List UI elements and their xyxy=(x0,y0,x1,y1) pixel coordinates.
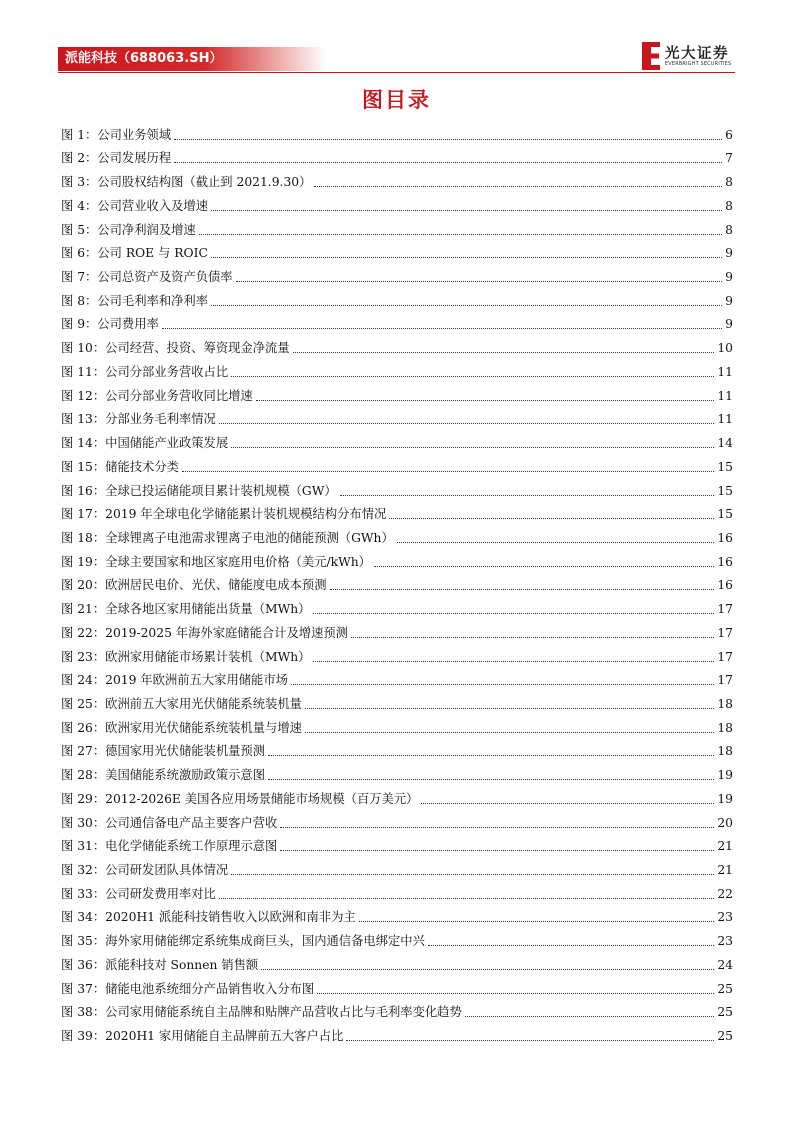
dot-leader xyxy=(268,779,714,780)
toc-entry[interactable] xyxy=(61,854,733,878)
toc-entry[interactable] xyxy=(61,285,733,309)
figure-title: 公司通信备电产品主要客户营收 xyxy=(105,815,278,830)
dot-leader xyxy=(293,352,715,353)
page-number: 11 xyxy=(717,364,733,379)
page-number: 17 xyxy=(717,625,733,640)
page-number: 17 xyxy=(717,673,733,688)
figure-number: 图 13： xyxy=(61,412,106,427)
dot-leader xyxy=(199,234,722,235)
dot-leader xyxy=(236,281,723,282)
figure-title: 公司毛利率和净利率 xyxy=(97,293,209,308)
figure-title: 2012-2026E 美国各应用场景储能市场规模（百万美元） xyxy=(105,791,419,806)
figure-number: 图 35： xyxy=(61,934,106,949)
toc-entry[interactable] xyxy=(61,593,733,617)
toc-entry[interactable] xyxy=(61,143,733,167)
page-number: 9 xyxy=(725,270,733,285)
figure-title: 公司总资产及资产负债率 xyxy=(97,270,233,285)
toc-entry[interactable] xyxy=(61,925,733,949)
figure-number: 图 31： xyxy=(61,839,106,854)
page-number: 9 xyxy=(725,293,733,308)
page-number: 23 xyxy=(717,934,733,949)
page-number: 16 xyxy=(717,578,733,593)
figure-number: 图 5： xyxy=(61,222,98,237)
page-number: 23 xyxy=(717,910,733,925)
dot-leader xyxy=(428,945,714,946)
figure-number: 图 32： xyxy=(61,863,106,877)
figure-number: 图 20： xyxy=(61,578,106,593)
toc-entry[interactable] xyxy=(61,997,733,1021)
page-title: 图目录 xyxy=(362,88,431,112)
figure-title: 全球主要国家和地区家庭用电价格（美元/kWh） xyxy=(105,554,371,569)
figure-title: 公司研发团队具体情况 xyxy=(105,863,229,877)
figure-number: 图 15： xyxy=(61,459,106,474)
toc-entry[interactable] xyxy=(61,309,733,333)
page-number: 17 xyxy=(717,649,733,664)
figure-title: 欧洲家用储能市场累计装机（MWh） xyxy=(105,649,311,664)
toc-entry[interactable] xyxy=(61,665,733,689)
report-header-tag xyxy=(58,47,326,71)
toc-entry[interactable] xyxy=(61,736,733,760)
figure-number: 图 11： xyxy=(61,364,106,379)
dot-leader xyxy=(305,708,714,709)
figure-title: 公司业务领域 xyxy=(97,127,172,142)
toc-entry[interactable] xyxy=(61,214,733,238)
toc-entry[interactable] xyxy=(61,831,733,855)
figure-number: 图 3： xyxy=(61,175,98,190)
page-number: 6 xyxy=(725,127,733,142)
dot-leader xyxy=(291,684,714,685)
page-number: 8 xyxy=(725,198,733,213)
page-number: 9 xyxy=(725,317,733,332)
figure-number: 图 26： xyxy=(61,720,106,735)
dot-leader xyxy=(231,447,714,448)
figure-number: 图 23： xyxy=(61,649,106,664)
toc-entry[interactable] xyxy=(61,332,733,356)
figure-title: 分部业务毛利率情况 xyxy=(105,412,216,427)
page-number: 14 xyxy=(717,436,733,451)
figure-title: 储能技术分类 xyxy=(105,459,179,474)
toc-entry[interactable] xyxy=(61,783,733,807)
figure-number: 图 30： xyxy=(61,815,106,830)
toc-entry[interactable] xyxy=(61,759,733,783)
toc-entry[interactable] xyxy=(61,807,733,831)
dot-leader xyxy=(256,400,715,401)
figure-number: 图 33： xyxy=(61,886,106,901)
dot-leader xyxy=(219,898,715,899)
figure-number: 图 7： xyxy=(61,270,98,285)
dot-leader xyxy=(421,803,714,804)
page-number: 16 xyxy=(717,530,733,545)
figure-title: 公司净利润及增速 xyxy=(97,222,196,237)
figure-number: 图 19： xyxy=(61,554,106,569)
page-number: 22 xyxy=(717,886,733,901)
figure-number: 图 24： xyxy=(61,673,106,688)
page-number: 21 xyxy=(717,863,733,877)
page-number: 11 xyxy=(717,412,733,427)
toc-entry[interactable] xyxy=(61,190,733,214)
figure-number: 图 25： xyxy=(61,696,106,711)
figure-title: 公司营业收入及增速 xyxy=(97,198,209,213)
toc-entry[interactable] xyxy=(61,427,733,451)
figure-title: 公司经营、投资、筹资现金净流量 xyxy=(105,341,290,356)
dot-leader xyxy=(211,210,722,211)
figure-title: 2019 年全球电化学储能累计装机规模结构分布情况 xyxy=(105,507,387,522)
figure-number: 图 4： xyxy=(61,198,98,213)
dot-leader xyxy=(305,732,714,733)
figure-title: 公司发展历程 xyxy=(97,151,172,166)
toc-entry[interactable] xyxy=(61,1020,733,1044)
figure-title: 美国储能系统激励政策示意图 xyxy=(105,768,266,783)
figure-title: 全球锂离子电池需求锂离子电池的储能预测（GWh） xyxy=(105,530,394,545)
figure-number: 图 10： xyxy=(61,341,106,356)
toc-entry[interactable] xyxy=(61,451,733,475)
figure-title: 欧洲居民电价、光伏、储能度电成本预测 xyxy=(105,578,327,593)
toc-entry[interactable] xyxy=(61,712,733,736)
brand-name-cn: 光大证券 xyxy=(665,46,729,62)
page-number: 18 xyxy=(717,696,733,711)
page-number: 18 xyxy=(717,720,733,735)
dot-leader xyxy=(389,518,714,519)
figure-number: 图 36： xyxy=(61,957,106,972)
toc-entry[interactable] xyxy=(61,499,733,523)
figure-title: 2020H1 派能科技销售收入以欧洲和南非为主 xyxy=(105,910,356,925)
figure-title: 公司研发费用率对比 xyxy=(105,886,216,901)
figure-number: 图 27： xyxy=(61,744,106,759)
dot-leader xyxy=(465,1016,715,1017)
toc-entry[interactable] xyxy=(61,878,733,902)
toc-entry[interactable] xyxy=(61,688,733,712)
dot-leader xyxy=(174,162,722,163)
toc-entry[interactable] xyxy=(61,522,733,546)
dot-leader xyxy=(314,186,722,187)
page-number: 25 xyxy=(717,981,733,996)
figure-title: 公司 ROE 与 ROIC xyxy=(97,246,208,261)
dot-leader xyxy=(351,637,714,638)
figure-title: 派能科技对 Sonnen 销售额 xyxy=(105,957,259,972)
dot-leader xyxy=(359,921,715,922)
toc-entry[interactable] xyxy=(61,166,733,190)
figure-title: 公司分部业务营收同比增速 xyxy=(105,388,253,403)
page-number: 20 xyxy=(717,815,733,830)
figure-number: 图 2： xyxy=(61,151,98,166)
page-number: 19 xyxy=(717,791,733,806)
figure-number: 图 28： xyxy=(61,768,106,783)
dot-leader xyxy=(231,376,714,377)
dot-leader xyxy=(174,139,722,140)
figure-number: 图 8： xyxy=(61,293,98,308)
dot-leader xyxy=(261,969,714,970)
figure-number: 图 9： xyxy=(61,317,98,332)
figure-number: 图 16： xyxy=(61,483,106,498)
dot-leader xyxy=(317,993,714,994)
figure-title: 2020H1 家用储能自主品牌前五大客户占比 xyxy=(105,1029,344,1044)
figure-title: 海外家用储能绑定系统集成商巨头，国内通信备电绑定中兴 xyxy=(105,934,425,949)
figure-number: 图 29： xyxy=(61,791,106,806)
page-number: 17 xyxy=(717,602,733,617)
page-number: 18 xyxy=(717,744,733,759)
figure-title: 公司股权结构图（截止到 2021.9.30） xyxy=(97,175,312,190)
dot-leader xyxy=(330,589,715,590)
page-number: 15 xyxy=(717,483,733,498)
dot-leader xyxy=(280,827,714,828)
dot-leader xyxy=(313,661,714,662)
toc-entry[interactable] xyxy=(61,261,733,285)
dot-leader xyxy=(268,755,714,756)
toc-entry[interactable] xyxy=(61,119,733,143)
toc-entry[interactable] xyxy=(61,617,733,641)
figure-title: 公司分部业务营收占比 xyxy=(105,364,229,379)
toc-entry[interactable] xyxy=(61,546,733,570)
toc-entry[interactable] xyxy=(61,238,733,262)
everbright-logo-icon xyxy=(640,42,662,70)
dot-leader xyxy=(280,850,714,851)
dot-leader xyxy=(374,566,714,567)
toc-entry[interactable] xyxy=(61,641,733,665)
figure-number: 图 17： xyxy=(61,507,106,522)
dot-leader xyxy=(397,542,715,543)
page-number: 16 xyxy=(717,554,733,569)
figure-list xyxy=(61,119,733,1044)
header-divider xyxy=(58,72,735,73)
company-ticker: 派能科技（688063.SH） xyxy=(65,51,223,66)
figure-title: 电化学储能系统工作原理示意图 xyxy=(105,839,278,854)
toc-entry[interactable] xyxy=(61,949,733,973)
page-number: 9 xyxy=(725,246,733,261)
figure-title: 2019 年欧洲前五大家用储能市场 xyxy=(105,673,288,688)
page-number: 21 xyxy=(717,839,733,854)
page-number: 24 xyxy=(717,957,733,972)
figure-number: 图 39： xyxy=(61,1029,106,1044)
figure-title: 公司费用率 xyxy=(97,317,159,332)
figure-title: 2019-2025 年海外家庭储能合计及增速预测 xyxy=(105,625,348,640)
everbright-logo xyxy=(640,40,740,72)
figure-title: 全球各地区家用储能出货量（MWh） xyxy=(105,602,311,617)
figure-number: 图 14： xyxy=(61,436,106,451)
dot-leader xyxy=(346,1040,714,1041)
page-number: 25 xyxy=(717,1029,733,1044)
dot-leader xyxy=(162,328,722,329)
toc-entry[interactable] xyxy=(61,973,733,997)
figure-number: 图 1： xyxy=(61,127,98,142)
figure-title: 欧洲家用光伏储能系统装机量与增速 xyxy=(105,720,302,735)
toc-entry[interactable] xyxy=(61,475,733,499)
figure-title: 储能电池系统细分产品销售收入分布图 xyxy=(105,981,315,996)
page-number: 15 xyxy=(717,459,733,474)
figure-number: 图 38： xyxy=(61,1005,106,1020)
figure-number: 图 6： xyxy=(61,246,98,261)
figure-number: 图 22： xyxy=(61,625,106,640)
figure-number: 图 18： xyxy=(61,530,106,545)
toc-entry[interactable] xyxy=(61,380,733,404)
figure-number: 图 34： xyxy=(61,910,106,925)
page-number: 8 xyxy=(725,222,733,237)
page-number: 25 xyxy=(717,1005,733,1020)
figure-number: 图 12： xyxy=(61,388,106,403)
page-number: 10 xyxy=(717,341,733,356)
toc-entry[interactable] xyxy=(61,570,733,594)
page-number: 15 xyxy=(717,507,733,522)
figure-title: 德国家用光伏储能装机量预测 xyxy=(105,744,266,759)
figure-title: 欧洲前五大家用光伏储能系统装机量 xyxy=(105,696,302,711)
dot-leader xyxy=(182,471,714,472)
dot-leader xyxy=(313,613,714,614)
page-number: 11 xyxy=(717,388,733,403)
toc-entry[interactable] xyxy=(61,902,733,926)
dot-leader xyxy=(340,495,715,496)
page-number: 8 xyxy=(725,175,733,190)
figure-number: 图 21： xyxy=(61,602,106,617)
dot-leader xyxy=(231,874,714,875)
dot-leader xyxy=(211,257,722,258)
dot-leader xyxy=(219,423,715,424)
toc-entry[interactable] xyxy=(61,404,733,428)
page-number: 19 xyxy=(717,768,733,783)
figure-number: 图 37： xyxy=(61,981,106,996)
brand-name-en: EVERBRIGHT SECURITIES xyxy=(665,61,732,67)
figure-title: 中国储能产业政策发展 xyxy=(105,436,229,451)
toc-entry[interactable] xyxy=(61,356,733,380)
dot-leader xyxy=(211,305,722,306)
figure-title: 公司家用储能系统自主品牌和贴牌产品营收占比与毛利率变化趋势 xyxy=(105,1005,462,1020)
page-number: 7 xyxy=(725,151,733,166)
figure-title: 全球已投运储能项目累计装机规模（GW） xyxy=(105,483,337,498)
